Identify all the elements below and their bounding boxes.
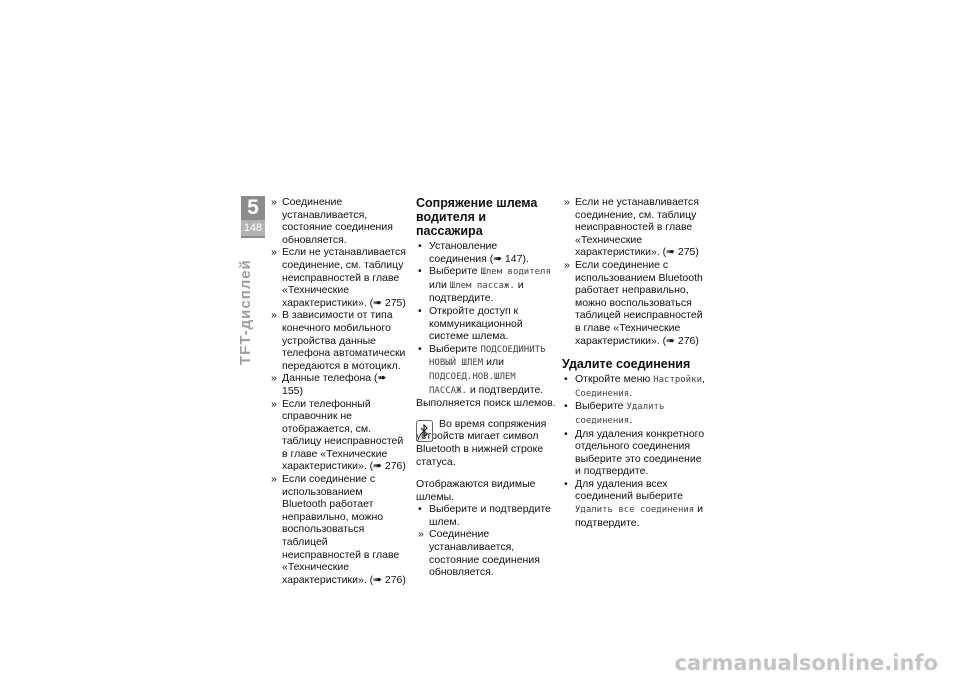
note-text: Во время сопряжения устройств мигает символ Bluetooth в нижней строке статуса. (416, 417, 547, 468)
bullet: • (418, 342, 422, 355)
result-marker: » (564, 196, 570, 208)
bluetooth-icon (416, 420, 433, 442)
result-marker: » (271, 397, 277, 410)
result-marker: » (271, 372, 277, 385)
chapter-number: 5 (247, 196, 259, 219)
bullet: • (418, 304, 422, 317)
list-item (416, 265, 556, 305)
item-text: Данные телефона (➠ 155) (282, 372, 387, 397)
item-text: Откройте доступ к коммуникационной системе шлема. (429, 304, 523, 343)
item-text: Откройте меню (575, 373, 654, 386)
result-marker: » (271, 473, 277, 486)
bullet: • (418, 240, 422, 252)
item-text: Выберите (429, 342, 481, 355)
list-item (269, 309, 409, 372)
list-item (562, 428, 706, 478)
list-item (416, 528, 556, 578)
list-item (416, 305, 556, 343)
menu-option: Удалить соединения (575, 402, 665, 426)
list-item (269, 246, 409, 309)
item-text: Если соединение с использованием Bluetooth работает неправильно, можно воспользоваться таблицей неисправностей в главе «Технические характеристики». (➠ 276) (282, 473, 406, 586)
bullet: • (418, 503, 422, 516)
result-text: Выполняется поиск шлемов. (416, 397, 556, 410)
bullet: • (418, 265, 422, 278)
item-text: Для удаления конкретного отдельного соединения выберите это соединение и подтвердите. (575, 427, 705, 478)
item-text: Выберите (575, 400, 627, 413)
list-item (562, 400, 706, 427)
bullet: • (564, 427, 568, 440)
item-text: или (429, 278, 450, 291)
menu-option: ПОДСОЕД.НОВ.ШЛЕМ ПАССАЖ. (429, 371, 516, 396)
item-text: Выберите (429, 265, 481, 278)
result-text: Отображаются видимые шлемы. (416, 478, 536, 503)
list-item (269, 196, 409, 246)
item-text: В зависимости от типа конечного мобильного устройства данные телефона автоматически передаются в мотоцикл. (282, 309, 406, 372)
list-item (562, 259, 706, 347)
spacer (416, 468, 556, 478)
item-text: и подтвердите. (466, 383, 544, 396)
item-text: Выберите и подтвердите шлем. (429, 503, 551, 528)
result-marker: » (271, 246, 277, 259)
item-text: Если телефонный справочник не отображается, см. таблицу неисправностей в главе «Технические характеристики». (➠ 276) (282, 397, 406, 473)
menu-option: Соединения (575, 388, 630, 399)
list-item (416, 343, 556, 397)
item-text: . (629, 413, 633, 426)
item-text: Для удаления всех соединений выберите (575, 477, 683, 503)
menu-option: Шлем водителя (480, 267, 551, 278)
item-text: или (483, 356, 504, 369)
column-2 (416, 196, 556, 579)
result-marker: » (418, 528, 424, 541)
section-heading: Удалите соединения (562, 357, 691, 372)
bullet: • (564, 477, 568, 490)
watermark: carmanualsonline.info (674, 651, 938, 675)
list-item (562, 478, 706, 529)
chapter-tab (241, 196, 265, 238)
list-item (562, 196, 706, 259)
result-marker: » (271, 309, 277, 322)
list-item (269, 398, 409, 474)
spacer (562, 347, 706, 357)
result-marker: » (564, 258, 570, 271)
item-text: и подтвердите. (429, 278, 524, 305)
menu-option: ПОДСОЕДИНИТЬ НОВЫЙ ШЛЕМ (429, 344, 546, 369)
list-item (269, 372, 409, 397)
column-3 (562, 196, 706, 529)
item-text: Соединение устанавливается, состояние соединения обновляется. (429, 528, 540, 579)
list-item (416, 503, 556, 528)
list-item (269, 473, 409, 586)
item-text: , (702, 373, 705, 386)
section-heading: Сопряжение шлема водителя и пассажира (416, 196, 538, 238)
item-text: Соединение устанавливается, состояние соединения обновляется. (282, 196, 393, 246)
page-number: 148 (241, 220, 265, 236)
column-1 (269, 196, 409, 586)
menu-option: Шлем пассаж. (449, 280, 515, 291)
list-item (562, 373, 706, 400)
menu-option: Удалить все соединения (575, 505, 695, 516)
item-text: и подтвердите. (575, 503, 704, 529)
item-text: Если не устанавливается соединение, см. таблицу неисправностей в главе «Технические характеристики». (➠ 275) (282, 246, 406, 309)
item-text: . (629, 386, 633, 399)
item-text: Если не устанавливается соединение, см. таблицу неисправностей в главе «Технические характеристики». (➠ 275) (575, 196, 699, 259)
menu-option: Настройки (653, 375, 702, 386)
bullet: • (564, 373, 568, 386)
chapter-title: TFT-дисплей (237, 259, 254, 365)
item-text: Если соединение с использованием Bluetooth работает неправильно, можно воспользоваться таблицей неисправностей в главе «Технические характеристики». (➠ 276) (575, 258, 703, 347)
bullet: • (564, 400, 568, 413)
item-text: Установление соединения (➠ 147). (429, 240, 529, 265)
result-marker: » (271, 196, 277, 208)
bluetooth-note (416, 418, 556, 468)
list-item (416, 240, 556, 265)
